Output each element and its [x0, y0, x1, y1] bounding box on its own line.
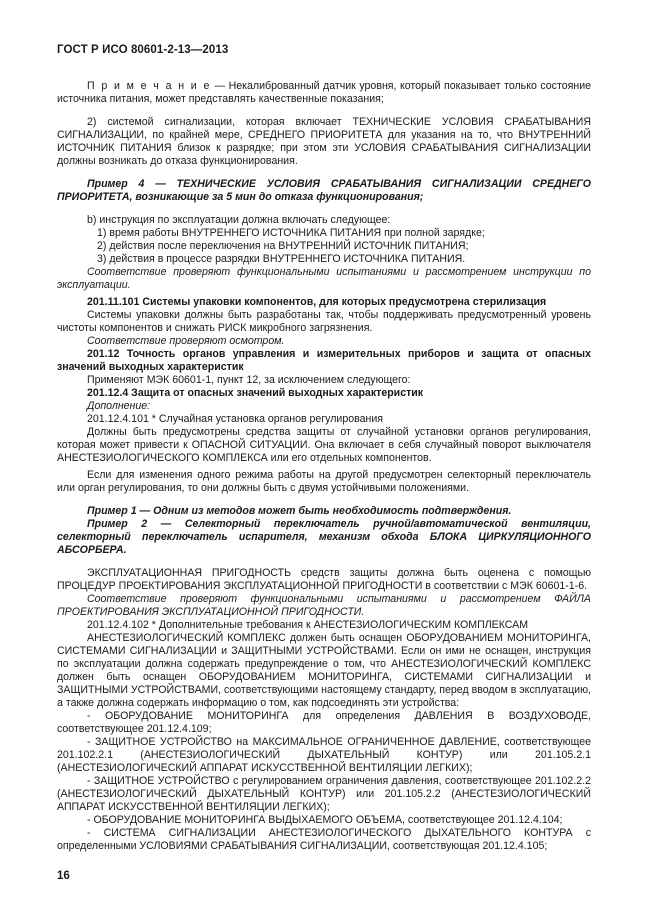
- compliance-check-1: Соответствие проверяют функциональными испытаниями и рассмотрением инструкции по эксплуатации.: [57, 266, 591, 291]
- paragraph-usability: ЭКСПЛУАТАЦИОННАЯ ПРИГОДНОСТЬ средств защиты должна быть оценена с помощью ПРОЦЕДУР ПРОЕКТИРОВАНИЯ ЭКСПЛУАТАЦИОННОЙ ПРИГОДНОСТИ в соответствии с МЭК 60601-1-6.: [57, 567, 591, 592]
- document-header: ГОСТ Р ИСО 80601-2-13—2013: [57, 44, 229, 56]
- page-number: 16: [57, 870, 70, 882]
- addition-label: Дополнение:: [87, 400, 151, 412]
- subsection-201-12-4-102: 201.12.4.102 * Дополнительные требования к АНЕСТЕЗИОЛОГИЧЕСКИМ КОМПЛЕКСАМ: [87, 619, 529, 631]
- list-b-item-1: 1) время работы ВНУТРЕННЕГО ИСТОЧНИКА ПИТАНИЯ при полной зарядке;: [97, 227, 485, 239]
- subsection-201-12-4-101: 201.12.4.101 * Случайная установка органов регулирования: [87, 413, 384, 425]
- note-paragraph: [57, 80, 591, 106]
- section-heading-201-12: 201.12 Точность органов управления и измерительных приборов и защита от опасных значений выходных характеристик: [57, 348, 591, 373]
- list-b-intro: b) инструкция по эксплуатации должна включать следующее:: [87, 214, 391, 226]
- example-2: Пример 2 — Селекторный переключатель ручной/автоматической вентиляции, селекторный переключатель испарителя, механизм обхода БЛОКА ЦИРКУЛЯЦИОННОГО АБСОРБЕРА.: [57, 518, 591, 556]
- section-heading-201-11-101: 201.11.101 Системы упаковки компонентов, для которых предусмотрена стерилизация: [87, 296, 547, 308]
- dash-item-5: - СИСТЕМА СИГНАЛИЗАЦИИ АНЕСТЕЗИОЛОГИЧЕСКОГО ДЫХАТЕЛЬНОГО КОНТУРА с определенными УСЛОВИЯМИ СРАБАТЫВАНИЯ СИГНАЛИЗАЦИИ, соответствующая 201.12.4.105;: [57, 827, 591, 852]
- example-1: Пример 1 — Одним из методов может быть необходимость подтверждения.: [87, 505, 512, 517]
- compliance-check-3: Соответствие проверяют функциональными испытаниями и рассмотрением ФАЙЛА ПРОЕКТИРОВАНИЯ ЭКСПЛУАТАЦИОННОЙ ПРИГОДНОСТИ.: [57, 593, 591, 618]
- dash-item-3: - ЗАЩИТНОЕ УСТРОЙСТВО с регулированием ограничения давления, соответствующее 201.102.2.2 (АНЕСТЕЗИОЛОГИЧЕСКИЙ ДЫХАТЕЛЬНЫЙ КОНТУР) или 201.105.2.2 (АНЕСТЕЗИОЛОГИЧЕСКИЙ АППАРАТ ИСКУССТВЕННОЙ ВЕНТИЛЯЦИИ ЛЕГКИХ);: [57, 775, 591, 813]
- dash-item-2: - ЗАЩИТНОЕ УСТРОЙСТВО на МАКСИМАЛЬНОЕ ОГРАНИЧЕННОЕ ДАВЛЕНИЕ, соответствующее 201.102.2.1 (АНЕСТЕЗИОЛОГИЧЕСКИЙ ДЫХАТЕЛЬНЫЙ КОНТУР) или 201.105.2.1 (АНЕСТЕЗИОЛОГИЧЕСКИЙ АППАРАТ ИСКУССТВЕННОЙ ВЕНТИЛЯЦИИ ЛЕГКИХ);: [57, 736, 591, 774]
- note-label: П р и м е ч а н и е: [87, 80, 211, 92]
- document-body: [57, 80, 591, 853]
- section-heading-201-12-4: 201.12.4 Защита от опасных значений выходных характеристик: [87, 387, 424, 399]
- paragraph-selector-switch: Если для изменения одного режима работы на другой предусмотрен селекторный переключатель или орган регулирования, то они должны быть с двумя устойчивыми положениями.: [57, 469, 591, 494]
- dash-item-4: - ОБОРУДОВАНИЕ МОНИТОРИНГА ВЫДЫХАЕМОГО ОБЪЕМА, соответствующее 201.12.4.104;: [87, 814, 563, 826]
- dash-item-1: - ОБОРУДОВАНИЕ МОНИТОРИНГА для определения ДАВЛЕНИЯ В ВОЗДУХОВОДЕ, соответствующее 201.12.4.109;: [57, 710, 591, 735]
- paragraph-monitoring: АНЕСТЕЗИОЛОГИЧЕСКИЙ КОМПЛЕКС должен быть оснащен ОБОРУДОВАНИЕМ МОНИТОРИНГА, СИСТЕМАМИ СИГНАЛИЗАЦИИ и ЗАЩИТНЫМИ УСТРОЙСТВАМИ. Если он ими не оснащен, инструкция по эксплуатации должна содержать предупреждение о том, что АНЕСТЕЗИОЛОГИЧЕСКИЙ КОМПЛЕКС должен быть оснащен ОБОРУДОВАНИЕМ МОНИТОРИНГА, СИСТЕМАМИ СИГНАЛИЗАЦИИ и ЗАЩИТНЫМИ УСТРОЙСТВАМИ, соответствующими настоящему стандарту, перед вводом в эксплуатацию, а также должна содержать информацию о том, как подсоединять эти устройства:: [57, 632, 591, 709]
- note-text: — Некалиброванный датчик уровня, который показывает только состояние источника питания, может представлять качественные показания;: [57, 80, 592, 105]
- paragraph-packaging: Системы упаковки должны быть разработаны так, чтобы поддерживать предусмотренный уровень чистоты компонентов и снижать РИСК микробного загрязнения.: [57, 309, 591, 334]
- paragraph-alarm-system: 2) системой сигнализации, которая включает ТЕХНИЧЕСКИЕ УСЛОВИЯ СРАБАТЫВАНИЯ СИГНАЛИЗАЦИИ, по крайней мере, СРЕДНЕГО ПРИОРИТЕТА для указания на то, что ВНУТРЕННИЙ ИСТОЧНИК ПИТАНИЯ близок к разрядке; при этом эти УСЛОВИЯ СРАБАТЫВАНИЯ СИГНАЛИЗАЦИИ должны возникать до отказа функционирования.: [57, 116, 591, 167]
- paragraph-protection: Должны быть предусмотрены средства защиты от случайной установки органов регулирования, которая может привести к ОПАСНОЙ СИТУАЦИИ. Она включает в себя случайный поворот выключателя АНЕСТЕЗИОЛОГИЧЕСКОГО КОМПЛЕКСА или его отдельных компонентов.: [57, 426, 591, 464]
- list-b-item-3: 3) действия в процессе разрядки ВНУТРЕННЕГО ИСТОЧНИКА ПИТАНИЯ.: [97, 253, 466, 265]
- compliance-check-2: Соответствие проверяют осмотром.: [87, 335, 285, 347]
- list-b-item-2: 2) действия после переключения на ВНУТРЕННИЙ ИСТОЧНИК ПИТАНИЯ;: [97, 240, 469, 252]
- example-4: Пример 4 — ТЕХНИЧЕСКИЕ УСЛОВИЯ СРАБАТЫВАНИЯ СИГНАЛИЗАЦИИ СРЕДНЕГО ПРИОРИТЕТА, возникающие за 5 мин до отказа функционирования;: [57, 178, 591, 203]
- paragraph-iec-apply: Применяют МЭК 60601-1, пункт 12, за исключением следующего:: [87, 374, 411, 386]
